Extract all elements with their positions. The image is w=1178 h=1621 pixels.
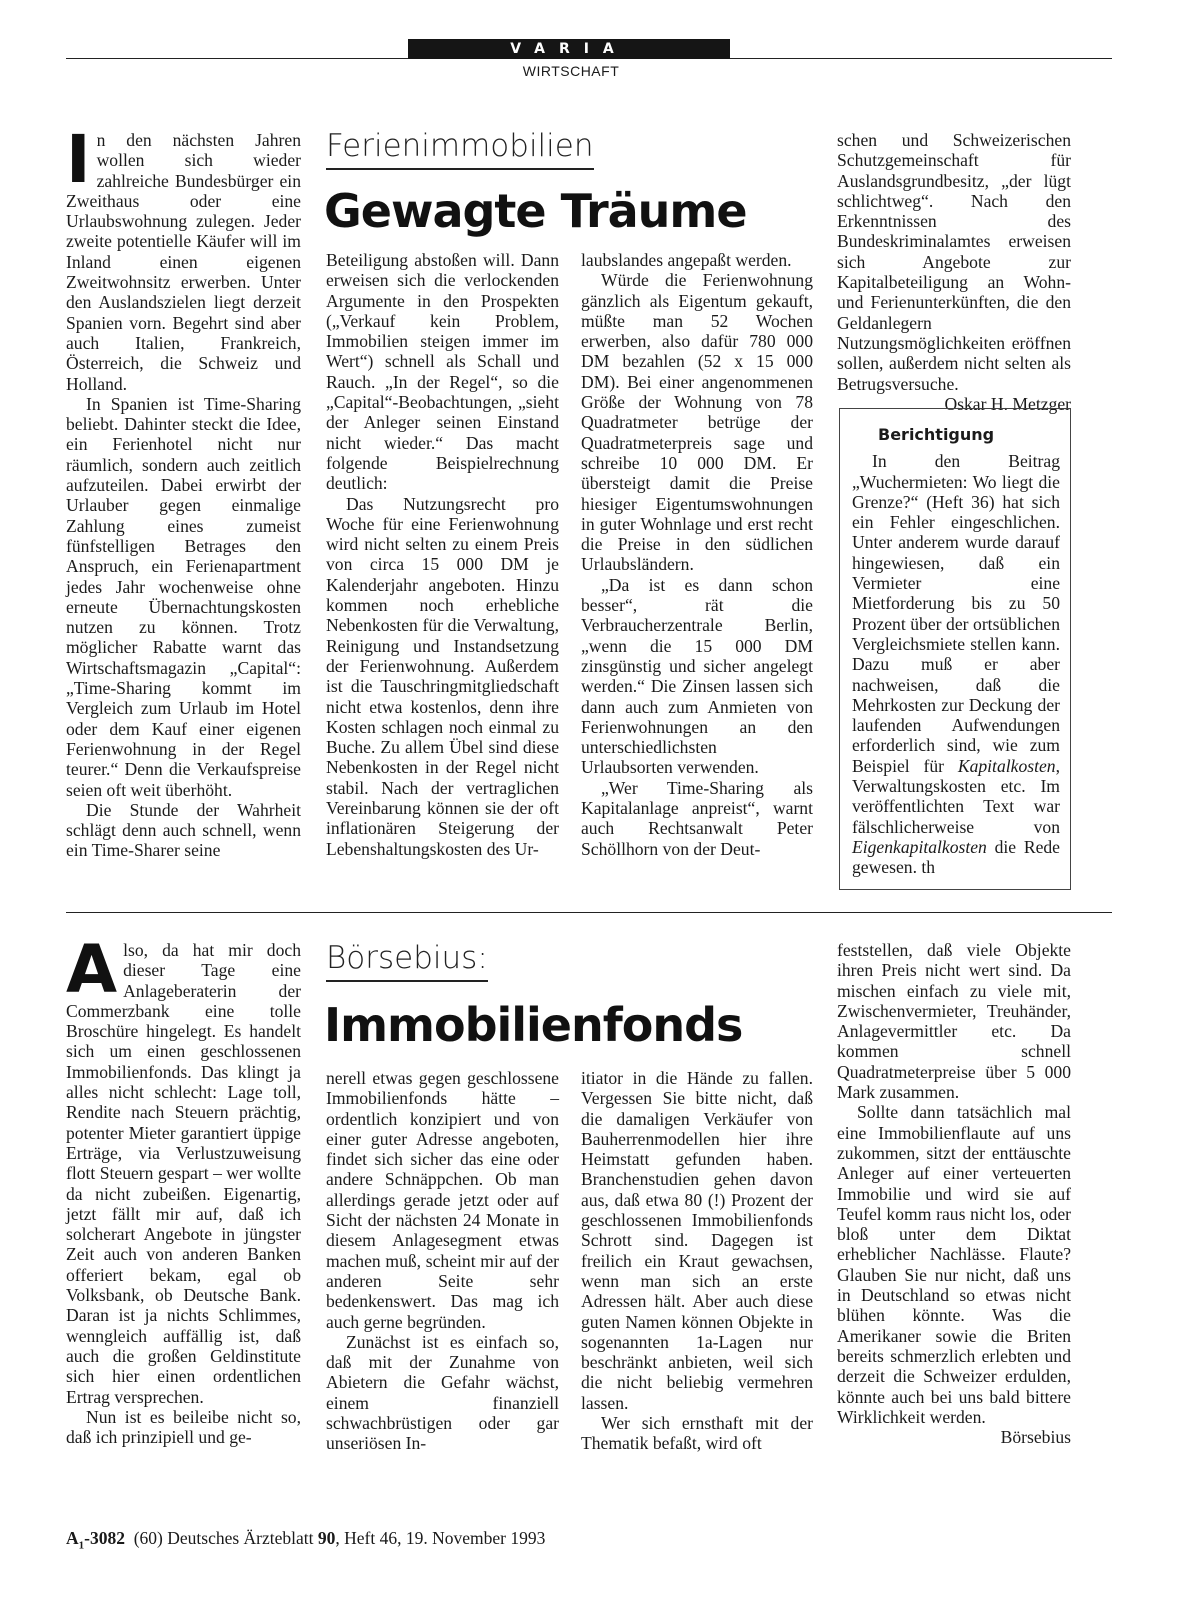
page-id: $A_1-3082$ [66, 1528, 125, 1552]
correction-text [852, 451, 1060, 877]
section-label: WIRTSCHAFT [522, 63, 620, 79]
article1-column-2 [326, 250, 559, 859]
paragraph: Würde die Ferienwohnung gänzlich als Eigentum gekauft, müßte man 52 Wochen erwerben, also dafür 780 000 DM bezahlen (52 x 15 000 DM). Bei einer angenommenen Größe der Wohnung von 78 Quadratmeter betrüge der Quadratmeterpreis sage und schreibe 10 000 DM. Er übersteigt damit die Preise hiesiger Eigentumswohnungen in guter Wohnlage und erst recht die Preise in den südlichen Urlaubsländern. [581, 270, 813, 575]
footer-text-a: (60) Deutsches Ärzteblatt [133, 1528, 318, 1548]
paragraph: lso, da hat mir doch dieser Tage eine Anlageberaterin der Commerzbank eine tolle Broschüre hingelegt. Es handelt sich um einen geschlossenen Immobilienfonds. Das klingt ja alles nicht schlecht: Lage toll, Rendite nach Steuern prächtig, potenter Mieter garantiert üppige Erträge, via Verlustzuweisung flott Steuern gespart – wer wollte da nicht zubeißen. Eigenartig, jetzt fällt mir auf, daß ich solcherart Angebote in jüngster Zeit auch von anderen Banken offeriert bekam, egal ob Volksbank, ob Deutsche Bank. Daran ist ja nichts Schlimmes, wenngleich auffällig ist, daß auch die großen Geldinstitute sich hier einen ordentlichen Ertrag versprechen. [66, 940, 302, 1407]
dropcap: I [66, 121, 91, 198]
article1-column-1 [66, 121, 301, 861]
correction-italic-a: Kapitalkosten [957, 755, 1056, 776]
paragraph: Zunächst ist es einfach so, daß mit der Zunahme von Abietern die Gefahr wächst, einem finanziell schwachbrüstigen oder gar unseriösen In- [326, 1331, 559, 1454]
article-divider [66, 912, 1112, 913]
correction-text-a: In den Beitrag „Wuchermieten: Wo liegt die Grenze?“ (Heft 36) hat sich ein Fehler eingeschlichen. Unter anderem wurde darauf hingewiesen, daß ein Vermieter eine Mietforderung bis zu 50 Prozent über der ortsüblichen Vergleichsmiete stellen kann. Dazu muß er aber nachweisen, daß die Mehrkosten zur Deckung der laufenden Aufwendungen erforderlich sind, wie zum Beispiel für [852, 451, 1060, 776]
correction-signature: th [921, 857, 936, 878]
paragraph-text: Sollte dann tatsächlich mal eine Immobilienflaute auf uns zukommen, sitzt der enttäuschte Anleger auf einer verteuerten Immobilie und wird sie auf Teufel komm raus nicht los, oder bloß unter dem Diktat erheblicher Nachlässe. Flaute? Glauben Sie nur nicht, daß uns in Deutschland so etwas nicht blühen könnte. Was die Amerikaner sowie die Briten bereits schmerzlich erlebten und derzeit die Schweizer erdulden, könnte auch bei uns bald bittere Wirklichkeit werden. [837, 1102, 1071, 1427]
article2-kicker-wrap [326, 940, 488, 982]
author: Oskar H. Metzger [944, 393, 1071, 414]
paragraph: n den nächsten Jahren wollen sich wieder zahlreiche Bundesbürger ein Zweithaus oder eine Urlaubswohnung zulegen. Jeder zweite potentielle Käufer will im Inland einen eigenen Zweitwohnsitz erwerben. Unter den Auslandszielen liegt derzeit Spanien vorn. Begehrt sind aber auch Italien, Frankreich, Österreich, die Schweiz und Holland. [66, 130, 301, 394]
volume: 90 [317, 1528, 336, 1548]
paragraph: In Spanien ist Time-Sharing beliebt. Dahinter steckt die Idee, ein Ferienhotel nicht nur räumlich, sondern auch zeitlich aufzuteilen. Dabei erwirbt der Urlauber gegen einmalige Zahlung eines zumeist fünfstelligen Betrages den Anspruch, ein Ferienapartment jedes Jahr wochenweise ohne erneute Übernachtungskosten nutzen zu können. Trotz möglicher Rabatte warnt das Wirtschaftsmagazin „Capital“: „Time-Sharing kommt im Vergleich zum Urlaub im Hotel oder dem Kauf einer eigenen Ferienwohnung in der Regel teurer.“ Denn die Verkaufspreise seien oft weit überhöht. [66, 393, 301, 800]
section-band: VARIA [408, 39, 730, 59]
correction-text-b: , Verwaltungskosten etc. Im veröffentlichten Text war fälschlicherweise von [852, 755, 1060, 837]
paragraph-text: schen und Schweizerischen Schutzgemeinschaft für Auslandsgrundbesitz, „der lügt schlichtweg“. Nach den Erkenntnissen des Bundeskriminalamtes erweisen sich Angebote zur Kapitalbeteiligung an Wohn- und Ferienunterkünften, die den Geldanlegern Nutzungsmöglichkeiten eröffnen sollen, außerdem nicht selten als Betrugsversuche. [837, 130, 1071, 394]
paragraph: laubslandes angepaßt werden. [581, 250, 792, 270]
paragraph [837, 130, 1071, 414]
paragraph: Die Stunde der Wahrheit schlägt denn auch schnell, wenn ein Time-Sharer seine [66, 799, 301, 861]
correction-content [852, 425, 1060, 878]
page-footer [66, 1528, 766, 1552]
paragraph: „Wer Time-Sharing als Kapitalanlage anpreist“, warnt auch Rechtsanwalt Peter Schöllhorn von der Deut- [581, 777, 813, 859]
author: Börsebius [1000, 1427, 1071, 1448]
correction-title: Berichtigung [878, 425, 995, 444]
article1-column-3 [581, 250, 813, 859]
paragraph: Das Nutzungsrecht pro Woche für eine Ferienwohnung wird nicht selten zu einem Preis von circa 15 000 DM je Kalenderjahr angeboten. Hinzu kommen noch erhebliche Nebenkosten für die Verwaltung, Reinigung und Instandsetzung der Ferienwohnung. Außerdem ist die Tauschringmitgliedschaft nicht etwa kostenlos, denn ihre Kosten schlagen noch einmal zu Buche. Zu allem Übel sind diese Nebenkosten in der Regel nicht stabil. Nach der vertraglichen Vereinbarung können sie der oft inflationären Steigerung der Lebenshaltungskosten des Ur- [326, 493, 559, 859]
dropcap: A [66, 931, 118, 1008]
paragraph: Beteiligung abstoßen will. Dann erweisen sich die verlockenden Argumente in den Prospekten („Verkauf kein Problem, Immobilien steigen immer im Wert“) schnell als Schall und Rauch. „In der Regel“, so die „Capital“-Beobachtungen, „sieht der Anleger seinen Einstand nicht wieder.“ Das macht folgende Beispielrechnung deutlich: [326, 250, 559, 494]
paragraph [837, 1102, 1071, 1448]
article1-headline: Gewagte Träume [324, 184, 747, 238]
article2-column-4 [837, 940, 1071, 1447]
article1-kicker-wrap [326, 128, 594, 170]
paragraph: „Da ist es dann schon besser“, rät die Verbraucherzentrale Berlin, „wenn die 15 000 DM zinsgünstig und sicher angelegt werden.“ Die Zinsen lassen sich dann auch zum Anmieten von Ferienwohnungen an den unterschiedlichsten Urlaubsorten verwenden. [581, 574, 813, 778]
paragraph: feststellen, daß viele Objekte ihren Preis nicht wert sind. Da mischen einfach zu viele mit, Zwischenvermieter, Treuhänder, Anlagevermittler etc. Da kommen schnell Quadratmeterpreise über 5 000 Mark zusammen. [837, 940, 1071, 1103]
article2-column-1 [66, 931, 302, 1448]
correction-text-c: die Rede gewesen. [852, 836, 1060, 878]
paragraph: Wer sich ernsthaft mit der Thematik befaßt, wird oft [581, 1413, 813, 1454]
article2-headline: Immobilienfonds [324, 998, 743, 1052]
article2-column-2 [326, 1068, 559, 1454]
article1-kicker: Ferienimmobilien [326, 128, 594, 170]
paragraph: Nun ist es beileibe nicht so, daß ich prinzipiell und ge- [66, 1406, 301, 1448]
footer-text-b: , Heft 46, 19. November 1993 [335, 1528, 546, 1548]
article1-column-4 [837, 130, 1071, 414]
article2-kicker: Börsebius: [326, 940, 488, 982]
paragraph: itiator in die Hände zu fallen. Vergessen Sie bitte nicht, daß die damaligen Verkäufer von Bauherrenmodellen hier ihre Heimstatt gefunden haben. Branchenstudien gehen davon aus, daß etwa 80 (!) Prozent der geschlossenen Immobilienfonds Schrott sind. Dagegen ist freilich ein Kraut gewachsen, wenn man sich an erste Adressen hält. Aber auch diese guten Namen können Objekte in sogenannten 1a-Lagen nur beschränkt anbieten, weil sich die nicht beliebig vermehren lassen. [581, 1068, 813, 1413]
correction-italic-b: Eigenkapitalkosten [852, 836, 987, 857]
paragraph: nerell etwas gegen geschlossene Immobilienfonds hätte – ordentlich konzipiert und von einer guter Adresse angeboten, findet sich sicher das eine oder andere Schnäppchen. Ob man allerdings gerade jetzt oder auf Sicht der nächsten 24 Monate in diesem Anlagesegment etwas machen muß, scheint mir auf der anderen Seite sehr bedenkenswert. Das mag ich auch gerne begründen. [326, 1068, 559, 1332]
article2-column-3 [581, 1068, 813, 1454]
